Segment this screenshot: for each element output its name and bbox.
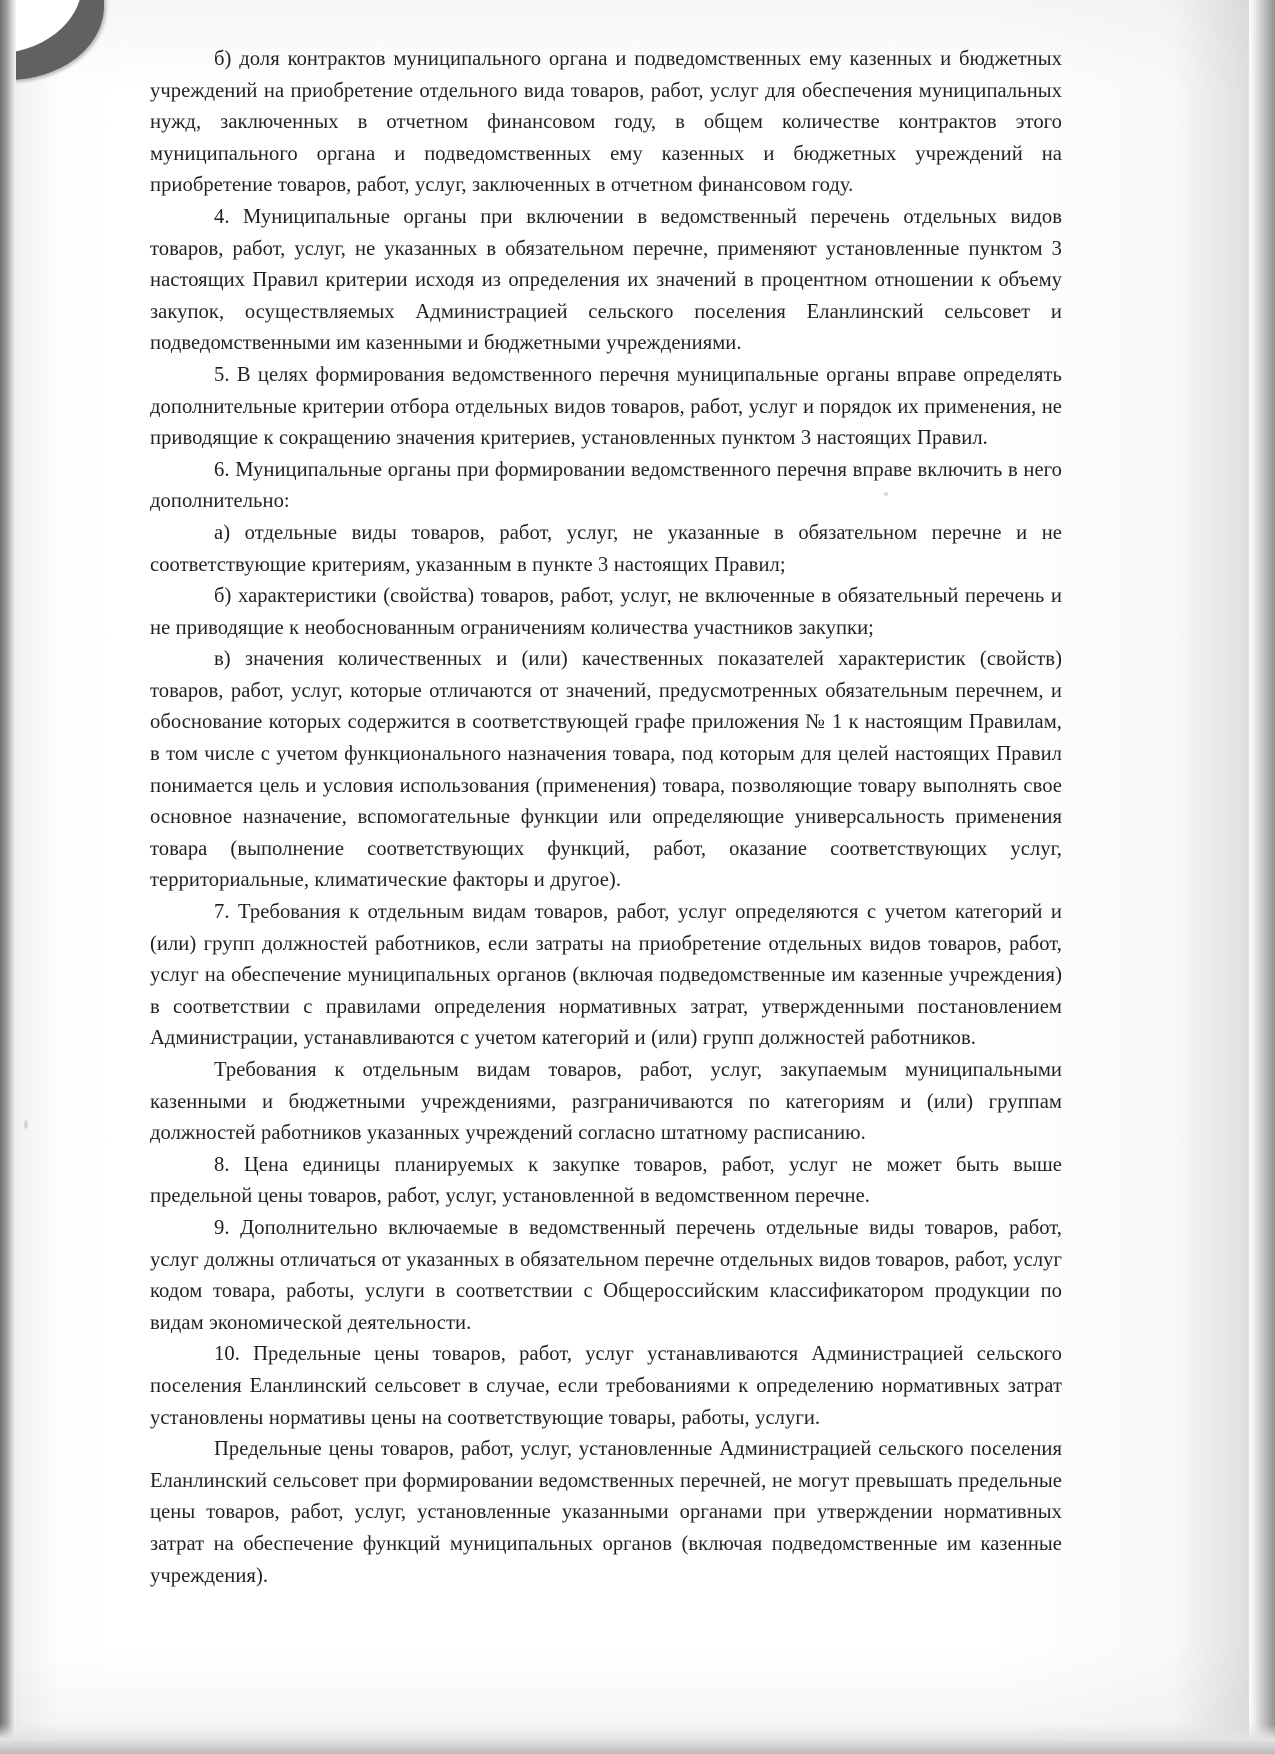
paragraph-6-item-a: а) отдельные виды товаров, работ, услуг, не указанные в обязательном перечне и не соответствующие критериям, указанным в пункте 3 настоящих Правил;: [150, 521, 1062, 576]
paragraph-8: 8. Цена единицы планируемых к закупке товаров, работ, услуг не может быть выше предельной цены товаров, работ, услуг, установленной в ведомственном перечне.: [150, 1153, 1062, 1208]
paragraph-6-item-v: в) значения количественных и (или) качественных показателей характеристик (свойств) товаров, работ, услуг, которые отличаются от значений, предусмотренных обязательным перечнем, и обоснование которых содержится в соответствующей графе приложения № 1 к настоящим Правилам, в том числе с учетом функционального назначения товара, под которым для целей настоящих Правил понимается цель и условия использования (применения) товара, позволяющие товару выполнять свое основное назначение, вспомогательные функции или определяющие универсальность применения товара (выполнение соответствующих функций, работ, оказание соответствующих услуг, территориальные, климатические факторы и другое).: [150, 648, 1062, 892]
paragraph-4: 4. Муниципальные органы при включении в ведомственный перечень отдельных видов товаров, работ, услуг, не указанных в обязательном перечне, применяют установленные пунктом 3 настоящих Правил критерии исходя из определения их значений в процентном отношении к объему закупок, осуществляемых Администрацией сельского поселения Еланлинский сельсовет и подведомственными им казенными и бюджетными учреждениями.: [150, 205, 1062, 355]
paragraph-7-continuation: Требования к отдельным видам товаров, работ, услуг, закупаемым муниципальными казенными и бюджетными учреждениями, разграничиваются по категориям и (или) группам должностей работников указанных учреждений согласно штатному расписанию.: [150, 1059, 1062, 1145]
paragraph-5: 5. В целях формирования ведомственного перечня муниципальные органы вправе определять дополнительные критерии отбора отдельных видов товаров, работ, услуг и порядок их применения, не приводящие к сокращению значения критериев, установленных пунктом 3 настоящих Правил.: [150, 363, 1062, 450]
paragraph-7: 7. Требования к отдельным видам товаров, работ, услуг определяются с учетом категорий и (или) групп должностей работников, если затраты на приобретение отдельных видов товаров, работ, услуг на обеспечение муниципальных органов (включая подведомственные им казенные учреждения) в соответствии с правилами определения нормативных затрат, утвержденными постановлением Администрации, устанавливаются с учетом категорий и (или) групп должностей работников.: [150, 901, 1062, 1050]
paragraph-10-continuation: Предельные цены товаров, работ, услуг, установленные Администрацией сельского поселения Еланлинский сельсовет при формировании ведомственных перечней, не могут превышать предельные цены товаров, работ, услуг, установленные указанными органами при утверждении нормативных затрат на обеспечение функций муниципальных органов (включая подведомственные им казенные учреждения).: [150, 1438, 1062, 1587]
paragraph-9: 9. Дополнительно включаемые в ведомственный перечень отдельные виды товаров, работ, услуг должны отличаться от указанных в обязательном перечне отдельных видов товаров, работ, услуг кодом товара, работы, услуги в соответствии с Общероссийским классификатором продукции по видам экономической деятельности.: [150, 1216, 1062, 1334]
paragraph-6-item-b: б) характеристики (свойства) товаров, работ, услуг, не включенные в обязательный перечень и не приводящие к необоснованным ограничениям количества участников закупки;: [150, 585, 1062, 639]
scan-speck: [24, 1120, 28, 1129]
paragraph-10: 10. Предельные цены товаров, работ, услуг устанавливаются Администрацией сельского поселения Еланлинский сельсовет в случае, если требованиями к определению нормативных затрат установлены нормативы цены на соответствующие товары, работы, услуги.: [150, 1343, 1062, 1429]
scan-right-edge-shadow: [1249, 0, 1275, 1754]
document-body: [150, 44, 1062, 1624]
paragraph-6: 6. Муниципальные органы при формировании ведомственного перечня вправе включить в него дополнительно:: [150, 458, 1062, 513]
scan-bottom-edge-shadow: [0, 1724, 1275, 1754]
paragraph-b-share-of-contracts: б) доля контрактов муниципального органа и подведомственных ему казенных и бюджетных учреждений на приобретение отдельного вида товаров, работ, услуг для обеспечения муниципальных нужд, заключенных в отчетном финансовом году, в общем количестве контрактов этого муниципального органа и подведомственных ему казенных и бюджетных учреждений на приобретение товаров, работ, услуг, заключенных в отчетном финансовом году.: [150, 48, 1062, 197]
scan-left-edge-shadow: [0, 0, 16, 1754]
